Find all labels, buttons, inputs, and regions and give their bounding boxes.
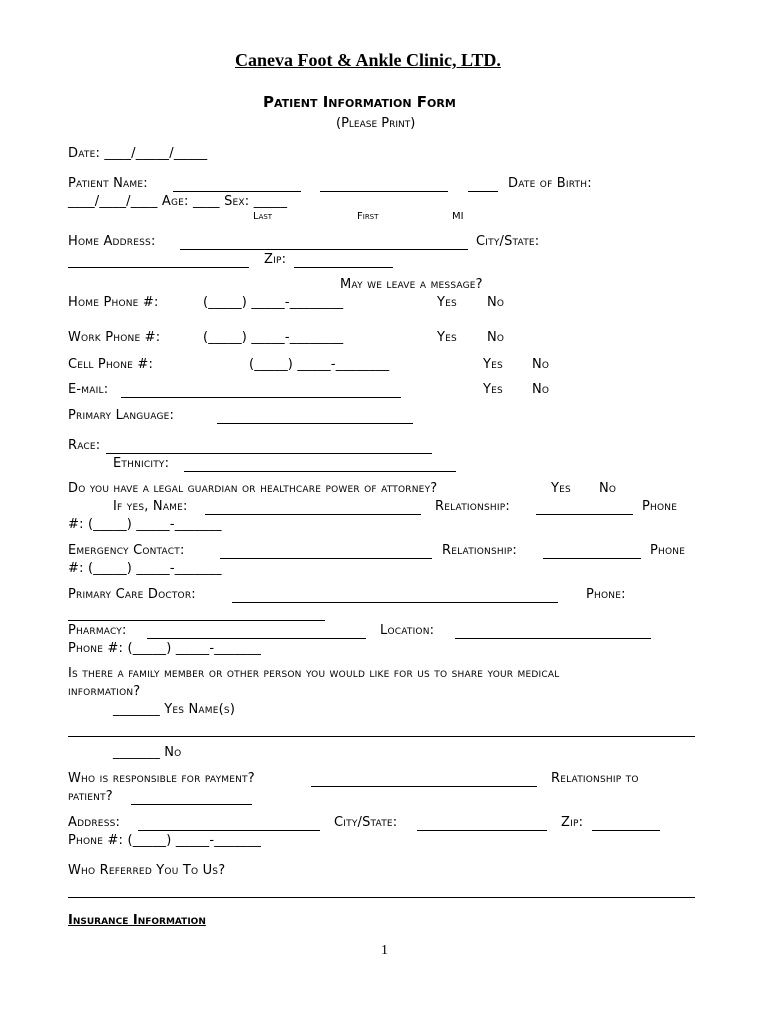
pcp-label: Primary Care Doctor: <box>68 587 196 602</box>
emergency-contact-field[interactable] <box>220 558 432 559</box>
pcp-phone-label: Phone: <box>586 587 626 602</box>
payer-phone-field[interactable]: Phone #: (_____) _____-_______ <box>68 833 262 848</box>
city-state-field[interactable] <box>68 267 249 268</box>
guardian-phone-label: Phone <box>642 499 678 514</box>
dob-age-sex-field[interactable]: ____/____/____ Age: ____ Sex: _____ <box>68 194 288 209</box>
patient-label: patient? <box>68 789 113 804</box>
home-phone-field[interactable]: (_____) _____-________ <box>203 295 344 310</box>
leave-message-question: May we leave a message? <box>340 277 483 292</box>
mi-label: MI <box>452 211 464 222</box>
referred-field[interactable] <box>68 897 695 898</box>
cell-phone-field[interactable]: (_____) _____-________ <box>249 357 390 372</box>
zip-label: Zip: <box>264 252 287 267</box>
last-name-field[interactable] <box>173 191 301 192</box>
insurance-header: Insurance Information <box>68 913 206 928</box>
if-yes-name-label: If yes, Name: <box>113 499 188 514</box>
emergency-contact-label: Emergency Contact: <box>68 543 185 558</box>
page-number: 1 <box>381 943 388 958</box>
payer-zip-label: Zip: <box>561 815 584 830</box>
please-print: (Please Print) <box>336 116 416 131</box>
city-state-label: City/State: <box>476 234 540 249</box>
cell-phone-label: Cell Phone #: <box>68 357 154 372</box>
zip-field[interactable] <box>294 267 393 268</box>
payer-address-field[interactable] <box>138 830 320 831</box>
payer-zip-field[interactable] <box>592 830 660 831</box>
email-label: E-mail: <box>68 382 109 397</box>
guardian-no-option[interactable]: No <box>599 481 617 496</box>
emergency-relationship-label: Relationship: <box>442 543 517 558</box>
primary-language-label: Primary Language: <box>68 408 175 423</box>
relationship-to-label: Relationship to <box>551 771 639 786</box>
guardian-name-field[interactable] <box>205 514 421 515</box>
ethnicity-label: Ethnicity: <box>113 456 170 471</box>
emergency-phone-field[interactable]: #: (_____) _____-_______ <box>68 561 222 576</box>
payer-relationship-field[interactable] <box>131 804 252 805</box>
work-yes-option[interactable]: Yes <box>437 330 457 345</box>
guardian-question: Do you have a legal guardian or healthcare power of attorney? <box>68 481 438 496</box>
dob-label: Date of Birth: <box>508 176 592 191</box>
patient-name-label: Patient Name: <box>68 176 148 191</box>
work-no-option[interactable]: No <box>487 330 505 345</box>
home-yes-option[interactable]: Yes <box>437 295 457 310</box>
clinic-name: Caneva Foot & Ankle Clinic, LTD. <box>235 50 501 70</box>
share-question-line1: Is there a family member or other person you would like for us to share your medical <box>68 666 560 681</box>
email-yes-option[interactable]: Yes <box>483 382 503 397</box>
payer-city-state-field[interactable] <box>417 830 547 831</box>
race-label: Race: <box>68 438 101 453</box>
share-no-option[interactable]: _______ No <box>113 745 182 760</box>
pcp-phone-field[interactable] <box>68 620 325 621</box>
share-names-field[interactable] <box>68 736 695 737</box>
work-phone-label: Work Phone #: <box>68 330 161 345</box>
referred-label: Who Referred You To Us? <box>68 863 226 878</box>
responsible-label: Who is responsible for payment? <box>68 771 255 786</box>
work-phone-field[interactable]: (_____) _____-________ <box>203 330 344 345</box>
payer-city-state-label: City/State: <box>334 815 398 830</box>
share-yes-names[interactable]: _______ Yes Name(s) <box>113 702 236 717</box>
date-field[interactable]: Date: ____/_____/_____ <box>68 146 208 161</box>
guardian-relationship-label: Relationship: <box>435 499 510 514</box>
pharmacy-label: Pharmacy: <box>68 623 127 638</box>
location-label: Location: <box>380 623 435 638</box>
pharmacy-field[interactable] <box>147 638 366 639</box>
last-label: Last <box>253 211 273 222</box>
first-label: First <box>357 211 379 222</box>
share-question-line2: information? <box>68 684 141 699</box>
email-no-option[interactable]: No <box>532 382 550 397</box>
pharmacy-phone-field[interactable]: Phone #: (_____) _____-_______ <box>68 641 262 656</box>
guardian-yes-option[interactable]: Yes <box>551 481 571 496</box>
ethnicity-field[interactable] <box>184 471 456 472</box>
pcp-field[interactable] <box>232 602 558 603</box>
payer-address-label: Address: <box>68 815 121 830</box>
race-field[interactable] <box>106 453 432 454</box>
primary-language-field[interactable] <box>217 423 413 424</box>
guardian-phone-field[interactable]: #: (_____) _____-_______ <box>68 517 222 532</box>
home-address-label: Home Address: <box>68 234 156 249</box>
location-field[interactable] <box>455 638 651 639</box>
form-title: Patient Information Form <box>263 93 456 111</box>
home-address-field[interactable] <box>180 249 468 250</box>
responsible-field[interactable] <box>311 786 537 787</box>
emergency-phone-label: Phone <box>650 543 686 558</box>
first-name-field[interactable] <box>320 191 448 192</box>
home-no-option[interactable]: No <box>487 295 505 310</box>
email-field[interactable] <box>121 397 401 398</box>
home-phone-label: Home Phone #: <box>68 295 159 310</box>
cell-yes-option[interactable]: Yes <box>483 357 503 372</box>
mi-field[interactable] <box>468 191 498 192</box>
guardian-relationship-field[interactable] <box>536 514 633 515</box>
emergency-relationship-field[interactable] <box>543 558 641 559</box>
cell-no-option[interactable]: No <box>532 357 550 372</box>
